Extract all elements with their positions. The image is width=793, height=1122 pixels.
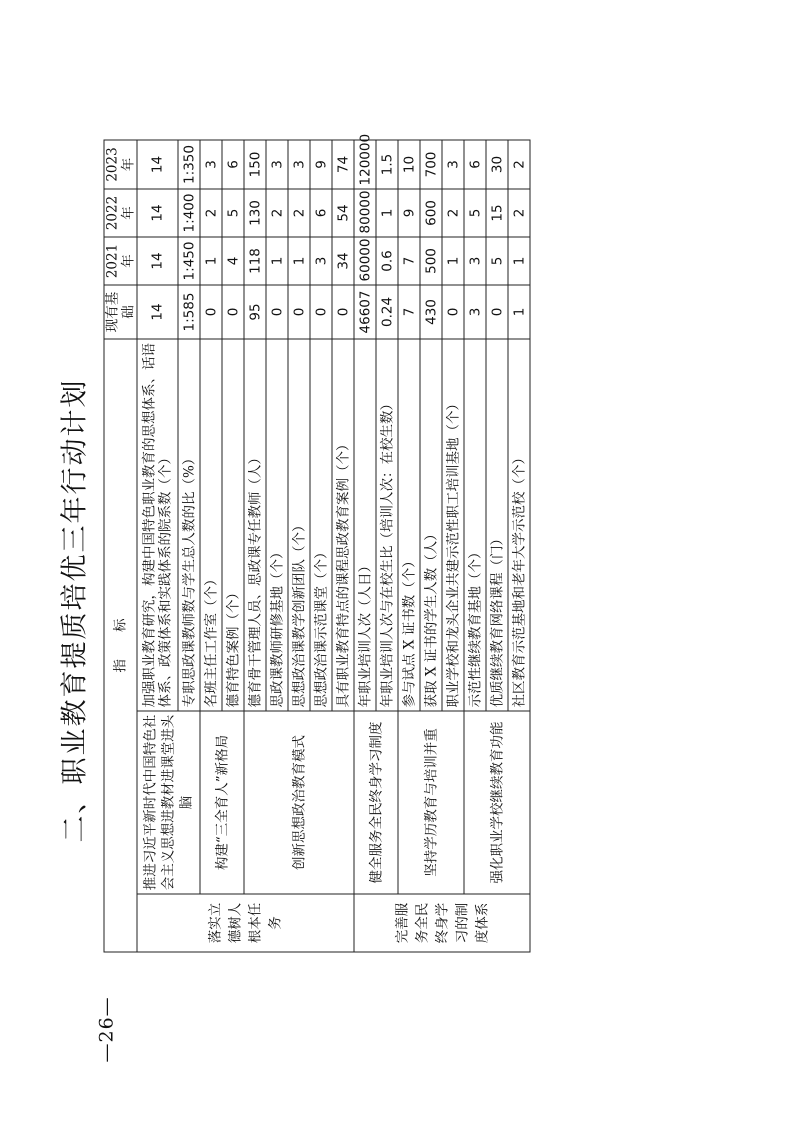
- table-header-row: [104, 139, 137, 951]
- page-title: 二、职业教育提质培优三年行动计划: [59, 378, 90, 842]
- y2021-cell: 14: [137, 236, 178, 284]
- y2021-cell: 3: [464, 236, 486, 284]
- y2022-cell: 1:400: [178, 188, 200, 236]
- baseline-cell: 0: [266, 284, 288, 338]
- y2023-cell: 14: [137, 139, 178, 188]
- y2021-cell: 1: [288, 236, 310, 284]
- table-row: [200, 139, 222, 951]
- baseline-cell: 95: [244, 284, 266, 338]
- y2022-cell: 80000: [354, 188, 376, 236]
- y2023-cell: 2: [508, 139, 530, 188]
- y2022-cell: 6: [310, 188, 332, 236]
- y2021-cell: 0.6: [376, 236, 398, 284]
- action-plan-table: [103, 133, 530, 952]
- indicator-cell: 获取 X 证书的学生人数（人）: [420, 338, 442, 710]
- subcategory-cell: 坚持学历教育与培训并重: [398, 711, 464, 894]
- baseline-cell: 3: [464, 284, 486, 338]
- header-indicator: 指 标: [104, 338, 137, 951]
- y2021-cell: 1: [266, 236, 288, 284]
- header-2021: 2021 年: [104, 236, 137, 284]
- baseline-cell: 0: [200, 284, 222, 338]
- y2023-cell: 9: [310, 139, 332, 188]
- header-baseline: 现有基础: [104, 284, 137, 338]
- indicator-cell: 年职业培训人次（人日）: [354, 338, 376, 710]
- baseline-cell: 0: [486, 284, 508, 338]
- category-cell: 落实立德树人根本任务: [137, 894, 354, 952]
- indicator-cell: 德育骨干管理人员、思政课专任教师（人）: [244, 338, 266, 710]
- table-row: [244, 139, 266, 951]
- y2023-cell: 3: [288, 139, 310, 188]
- y2022-cell: 54: [332, 188, 354, 236]
- indicator-cell: 社区教育示范基地和老年大学示范校（个）: [508, 338, 530, 710]
- y2022-cell: 130: [244, 188, 266, 236]
- y2022-cell: 2: [200, 188, 222, 236]
- baseline-cell: 0: [332, 284, 354, 338]
- y2021-cell: 60000: [354, 236, 376, 284]
- indicator-cell: 德育特色案例（个）: [222, 338, 244, 710]
- indicator-cell: 参与试点 X 证书数（个）: [398, 338, 420, 710]
- y2023-cell: 120000: [354, 139, 376, 188]
- baseline-cell: 430: [420, 284, 442, 338]
- baseline-cell: 1:585: [178, 284, 200, 338]
- subcategory-cell: 强化职业学校继续教育功能: [464, 711, 530, 894]
- y2022-cell: 2: [288, 188, 310, 236]
- page-number: —26—: [95, 995, 117, 1062]
- subcategory-cell: 构建“三全育人”新格局: [200, 711, 244, 894]
- y2023-cell: 6: [464, 139, 486, 188]
- y2023-cell: 3: [266, 139, 288, 188]
- baseline-cell: 0.24: [376, 284, 398, 338]
- indicator-cell: 加强职业教育研究，构建中国特色职业教育的思想体系、话语体系、政策体系和实践体系的院系数（个）: [137, 338, 178, 710]
- y2023-cell: 3: [200, 139, 222, 188]
- header-2023: 2023 年: [104, 139, 137, 188]
- y2021-cell: 118: [244, 236, 266, 284]
- baseline-cell: 14: [137, 284, 178, 338]
- y2022-cell: 1: [376, 188, 398, 236]
- y2022-cell: 2: [442, 188, 464, 236]
- y2023-cell: 74: [332, 139, 354, 188]
- y2021-cell: 1: [442, 236, 464, 284]
- baseline-cell: 0: [288, 284, 310, 338]
- baseline-cell: 0: [310, 284, 332, 338]
- indicator-cell: 思政课教师研修基地（个）: [266, 338, 288, 710]
- table-row: [398, 139, 420, 951]
- y2022-cell: 15: [486, 188, 508, 236]
- y2022-cell: 600: [420, 188, 442, 236]
- table-row: [137, 139, 178, 951]
- y2023-cell: 30: [486, 139, 508, 188]
- y2023-cell: 3: [442, 139, 464, 188]
- table-row: [464, 139, 486, 951]
- indicator-cell: 思想政治课示范课堂（个）: [310, 338, 332, 710]
- indicator-cell: 示范性继续教育基地（个）: [464, 338, 486, 710]
- y2021-cell: 500: [420, 236, 442, 284]
- y2021-cell: 34: [332, 236, 354, 284]
- baseline-cell: 1: [508, 284, 530, 338]
- indicator-cell: 优质继续教育网络课程（门）: [486, 338, 508, 710]
- indicator-cell: 年职业培训人次与在校生比（培训人次：在校生数）: [376, 338, 398, 710]
- y2021-cell: 5: [486, 236, 508, 284]
- y2023-cell: 700: [420, 139, 442, 188]
- y2022-cell: 2: [508, 188, 530, 236]
- y2023-cell: 10: [398, 139, 420, 188]
- y2023-cell: 6: [222, 139, 244, 188]
- y2021-cell: 7: [398, 236, 420, 284]
- subcategory-cell: 推进习近平新时代中国特色社会主义思想进教材进课堂进头脑: [137, 711, 200, 894]
- baseline-cell: 7: [398, 284, 420, 338]
- y2021-cell: 1: [200, 236, 222, 284]
- y2022-cell: 5: [464, 188, 486, 236]
- y2023-cell: 150: [244, 139, 266, 188]
- baseline-cell: 46607: [354, 284, 376, 338]
- y2023-cell: 1:350: [178, 139, 200, 188]
- y2021-cell: 1:450: [178, 236, 200, 284]
- y2021-cell: 1: [508, 236, 530, 284]
- subcategory-cell: 健全服务全民终身学习制度: [354, 711, 398, 894]
- header-2022: 2022 年: [104, 188, 137, 236]
- table-row: [354, 139, 376, 951]
- indicator-cell: 职业学校和龙头企业共建示范性职工培训基地（个）: [442, 338, 464, 710]
- category-cell: 完善服务全民终身学习的制度体系: [354, 894, 530, 952]
- y2022-cell: 9: [398, 188, 420, 236]
- y2023-cell: 1.5: [376, 139, 398, 188]
- y2022-cell: 5: [222, 188, 244, 236]
- y2021-cell: 3: [310, 236, 332, 284]
- indicator-cell: 思想政治课教学创新团队（个）: [288, 338, 310, 710]
- subcategory-cell: 创新思想政治教育模式: [244, 711, 354, 894]
- y2021-cell: 4: [222, 236, 244, 284]
- y2022-cell: 14: [137, 188, 178, 236]
- indicator-cell: 具有职业教育特点的课程思政教育案例（个）: [332, 338, 354, 710]
- baseline-cell: 0: [442, 284, 464, 338]
- baseline-cell: 0: [222, 284, 244, 338]
- indicator-cell: 专职思政课教师数与学生总人数的比（%）: [178, 338, 200, 710]
- indicator-cell: 名班主任工作室（个）: [200, 338, 222, 710]
- y2022-cell: 2: [266, 188, 288, 236]
